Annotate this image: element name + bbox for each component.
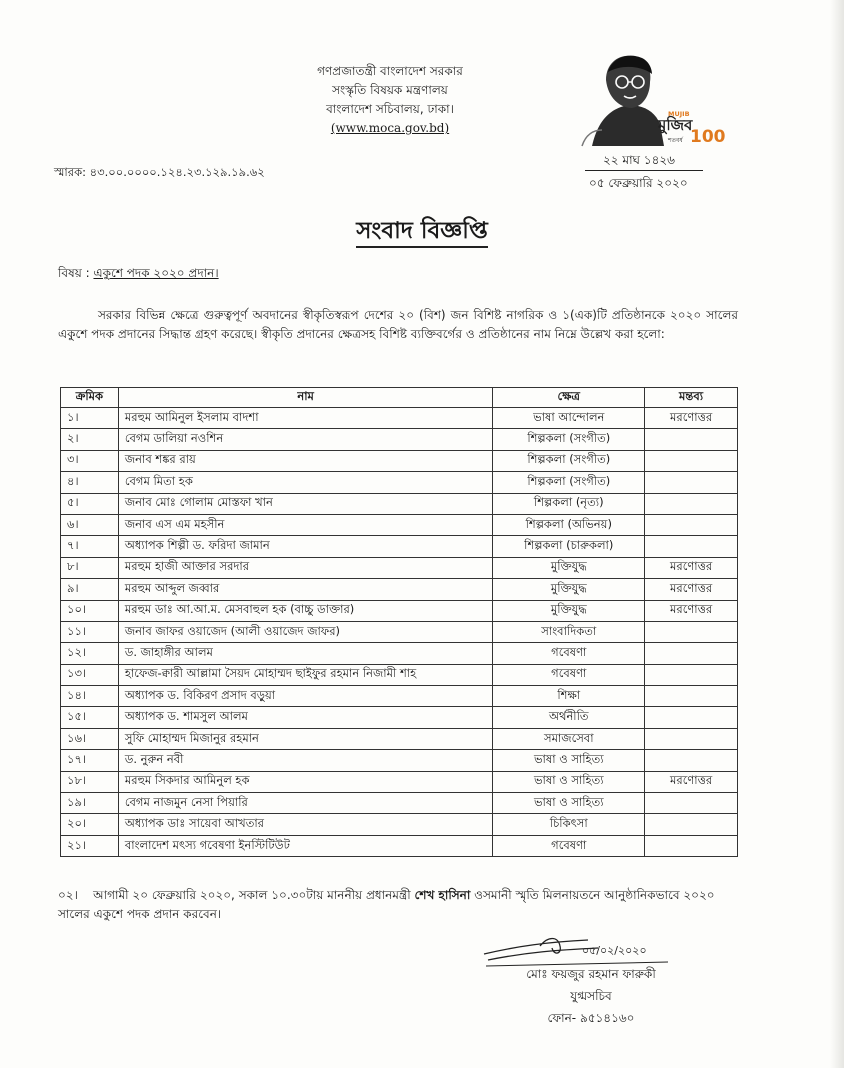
- table-row: [61, 557, 738, 578]
- remark-cell: [645, 493, 738, 514]
- serial-cell: ১০।: [61, 600, 119, 621]
- table-header-row: [61, 388, 738, 408]
- serial-cell: ২।: [61, 429, 119, 450]
- remark-cell: [645, 621, 738, 642]
- remark-cell: [645, 450, 738, 471]
- subject-text: একুশে পদক ২০২০ প্রদান।: [93, 266, 219, 280]
- date-bengali-calendar: ২২ মাঘ ১৪২৬: [603, 153, 675, 167]
- table-row: [61, 686, 738, 707]
- remark-cell: [645, 814, 738, 835]
- serial-cell: ১৩।: [61, 664, 119, 685]
- serial-cell: ১।: [61, 408, 119, 429]
- remark-cell: [645, 643, 738, 664]
- remark-cell: [645, 536, 738, 557]
- field-cell: চিকিৎসা: [493, 814, 645, 835]
- table-row: [61, 514, 738, 535]
- table-row: [61, 600, 738, 621]
- field-cell: ভাষা আন্দোলন: [493, 408, 645, 429]
- name-cell: অধ্যাপক ডাঃ সায়েবা আখতার: [118, 814, 493, 835]
- table-row: [61, 472, 738, 493]
- name-cell: বেগম নাজমুন নেসা পিয়ারি: [118, 793, 493, 814]
- name-cell: জনাব জাফর ওয়াজেদ (আলী ওয়াজেদ জাফর): [118, 621, 493, 642]
- serial-cell: ৫।: [61, 493, 119, 514]
- signatory-name: মোঃ ফয়জুর রহমান ফারুকী: [526, 967, 656, 981]
- serial-cell: ১৮।: [61, 771, 119, 792]
- table-row: [61, 707, 738, 728]
- field-cell: ভাষা ও সাহিত্য: [493, 750, 645, 771]
- table-row: [61, 664, 738, 685]
- serial-cell: ১৬।: [61, 728, 119, 749]
- name-cell: বেগম ডালিয়া নওশিন: [118, 429, 493, 450]
- column-header-field: ক্ষেত্র: [493, 388, 645, 408]
- name-cell: সুফি মোহাম্মদ মিজানুর রহমান: [118, 728, 493, 749]
- ministry-address: বাংলাদেশ সচিবালয়, ঢাকা।: [326, 102, 454, 116]
- table-row: [61, 621, 738, 642]
- field-cell: মুক্তিযুদ্ধ: [493, 579, 645, 600]
- remark-cell: [645, 686, 738, 707]
- field-cell: শিক্ষা: [493, 686, 645, 707]
- table-row: [61, 835, 738, 856]
- name-cell: মরহুম ডাঃ আ.আ.ম. মেসবাহুল হক (বাচ্চু ডাক্তার): [118, 600, 493, 621]
- ceremony-text-after: ওসমানী স্মৃতি মিলনায়তনে আনুষ্ঠানিকভাবে ২০২০ সালের একুশে পদক প্রদান করবেন।: [58, 888, 715, 921]
- ceremony-paragraph: [58, 886, 738, 924]
- government-name: গণপ্রজাতন্ত্রী বাংলাদেশ সরকার: [317, 64, 463, 78]
- table-row: [61, 728, 738, 749]
- svg-text:মুজিব: মুজিব: [658, 116, 693, 134]
- serial-cell: ১২।: [61, 643, 119, 664]
- serial-cell: ২০।: [61, 814, 119, 835]
- field-cell: সাংবাদিকতা: [493, 621, 645, 642]
- awardees-table-body: [61, 408, 738, 857]
- signatory-phone: ফোন- ৯৫১৪১৬০: [547, 1011, 635, 1025]
- page-title: [0, 212, 844, 251]
- page-edge-shadow: [830, 0, 844, 1068]
- remark-cell: [645, 728, 738, 749]
- svg-text:MUJIB: MUJIB: [668, 110, 690, 118]
- name-cell: জনাব এস এম মহসীন: [118, 514, 493, 535]
- ministry-website-link[interactable]: (www.moca.gov.bd): [330, 121, 450, 135]
- field-cell: ভাষা ও সাহিত্য: [493, 793, 645, 814]
- name-cell: বেগম মিতা হক: [118, 472, 493, 493]
- field-cell: সমাজসেবা: [493, 728, 645, 749]
- field-cell: গবেষণা: [493, 835, 645, 856]
- name-cell: অধ্যাপক ড. বিকিরণ প্রসাদ বড়ুয়া: [118, 686, 493, 707]
- subject-line: [58, 265, 219, 285]
- field-cell: মুক্তিযুদ্ধ: [493, 600, 645, 621]
- name-cell: জনাব মোঃ গোলাম মোস্তফা খান: [118, 493, 493, 514]
- ceremony-text-before: আগামী ২০ ফেব্রুয়ারি ২০২০, সকাল ১০.৩০টায় মাননীয় প্রধানমন্ত্রী: [93, 888, 415, 902]
- field-cell: শিল্পকলা (নৃত্য): [493, 493, 645, 514]
- serial-cell: ৪।: [61, 472, 119, 493]
- remark-cell: [645, 793, 738, 814]
- field-cell: ভাষা ও সাহিত্য: [493, 771, 645, 792]
- serial-cell: ৩।: [61, 450, 119, 471]
- name-cell: মরহুম আব্দুল জব্বার: [118, 579, 493, 600]
- svg-text:শতবর্ষ: শতবর্ষ: [668, 137, 683, 144]
- table-row: [61, 771, 738, 792]
- serial-cell: ৭।: [61, 536, 119, 557]
- svg-text:100: 100: [690, 127, 726, 147]
- table-row: [61, 429, 738, 450]
- serial-cell: ১৭।: [61, 750, 119, 771]
- title-text: সংবাদ বিজ্ঞপ্তি: [356, 218, 488, 248]
- intro-paragraph-text: সরকার বিভিন্ন ক্ষেত্রে গুরুত্বপূর্ণ অবদানের স্বীকৃতিস্বরূপ দেশের ২০ (বিশ) জন বিশিষ্ট নাগরিক ও ১(এক)টি প্রতিষ্ঠানকে ২০২০ সালের একুশে পদক প্রদানের সিদ্ধান্ত গ্রহণ করেছে। স্বীকৃতি প্রদানের ক্ষেত্রসহ বিশিষ্ট ব্যক্তিবর্গের ও প্রতিষ্ঠানের নাম নিম্নে উল্লেখ করা হলো:: [58, 308, 738, 341]
- field-cell: শিল্পকলা (চারুকলা): [493, 536, 645, 557]
- serial-cell: ৬।: [61, 514, 119, 535]
- serial-cell: ২১।: [61, 835, 119, 856]
- field-cell: শিল্পকলা (সংগীত): [493, 450, 645, 471]
- subject-label: বিষয় :: [58, 266, 90, 280]
- name-cell: বাংলাদেশ মৎস্য গবেষণা ইনস্টিটিউট: [118, 835, 493, 856]
- name-cell: জনাব শঙ্কর রায়: [118, 450, 493, 471]
- remark-cell: [645, 429, 738, 450]
- serial-cell: ১৫।: [61, 707, 119, 728]
- table-row: [61, 643, 738, 664]
- table-row: [61, 579, 738, 600]
- remark-cell: মরণোত্তর: [645, 579, 738, 600]
- name-cell: অধ্যাপক ড. শামসুল আলম: [118, 707, 493, 728]
- signatory-designation: যুগ্মসচিব: [570, 989, 612, 1003]
- serial-cell: ১৯।: [61, 793, 119, 814]
- serial-cell: ১৪।: [61, 686, 119, 707]
- table-row: [61, 536, 738, 557]
- remark-cell: [645, 514, 738, 535]
- ministry-header: [270, 62, 510, 138]
- serial-cell: ৯।: [61, 579, 119, 600]
- name-cell: মরহুম আমিনুল ইসলাম বাদশা: [118, 408, 493, 429]
- remark-cell: মরণোত্তর: [645, 408, 738, 429]
- remark-cell: [645, 664, 738, 685]
- field-cell: শিল্পকলা (সংগীত): [493, 429, 645, 450]
- remark-cell: মরণোত্তর: [645, 600, 738, 621]
- name-cell: মরহুম হাজী আক্তার সরদার: [118, 557, 493, 578]
- serial-cell: ৮।: [61, 557, 119, 578]
- table-row: [61, 793, 738, 814]
- mujib-100-logo: [572, 50, 726, 150]
- name-cell: ড. নুরুন নবী: [118, 750, 493, 771]
- name-cell: মরহুম সিকদার আমিনুল হক: [118, 771, 493, 792]
- table-row: [61, 814, 738, 835]
- signatory-block: [496, 963, 686, 1029]
- remark-cell: মরণোত্তর: [645, 771, 738, 792]
- field-cell: মুক্তিযুদ্ধ: [493, 557, 645, 578]
- field-cell: শিল্পকলা (অভিনয়): [493, 514, 645, 535]
- column-header-serial: ক্রমিক: [61, 388, 119, 408]
- table-row: [61, 750, 738, 771]
- serial-cell: ১১।: [61, 621, 119, 642]
- table-row: [61, 493, 738, 514]
- memo-number: স্মারক: ৪৩.০০.০০০০.১২৪.২৩.১২৯.১৯.৬২: [54, 165, 265, 179]
- prime-minister-name: শেখ হাসিনা: [414, 888, 471, 902]
- field-cell: গবেষণা: [493, 643, 645, 664]
- field-cell: গবেষণা: [493, 664, 645, 685]
- date-divider: [585, 170, 703, 171]
- remark-cell: [645, 835, 738, 856]
- table-row: [61, 450, 738, 471]
- name-cell: অধ্যাপক শিল্পী ড. ফরিদা জামান: [118, 536, 493, 557]
- remark-cell: মরণোত্তর: [645, 557, 738, 578]
- name-cell: ড. জাহাঙ্গীর আলম: [118, 643, 493, 664]
- field-cell: অর্থনীতি: [493, 707, 645, 728]
- svg-text:০৫/০২/২০২০: ০৫/০২/২০২০: [582, 944, 647, 957]
- remark-cell: [645, 472, 738, 493]
- awardees-table: [60, 387, 738, 857]
- name-cell: হাফেজ-ক্বারী আল্লামা সৈয়দ মোহাম্মদ ছাইফুর রহমান নিজামী শাহ: [118, 664, 493, 685]
- table-row: [61, 408, 738, 429]
- column-header-remark: মন্তব্য: [645, 388, 738, 408]
- field-cell: শিল্পকলা (সংগীত): [493, 472, 645, 493]
- date-gregorian: ০৫ ফেব্রুয়ারি ২০২০: [589, 176, 688, 190]
- intro-paragraph: [58, 306, 738, 344]
- remark-cell: [645, 750, 738, 771]
- remark-cell: [645, 707, 738, 728]
- column-header-name: নাম: [118, 388, 493, 408]
- ministry-name: সংস্কৃতি বিষয়ক মন্ত্রণালয়: [332, 83, 448, 97]
- ceremony-paragraph-number: ০২।: [58, 888, 78, 902]
